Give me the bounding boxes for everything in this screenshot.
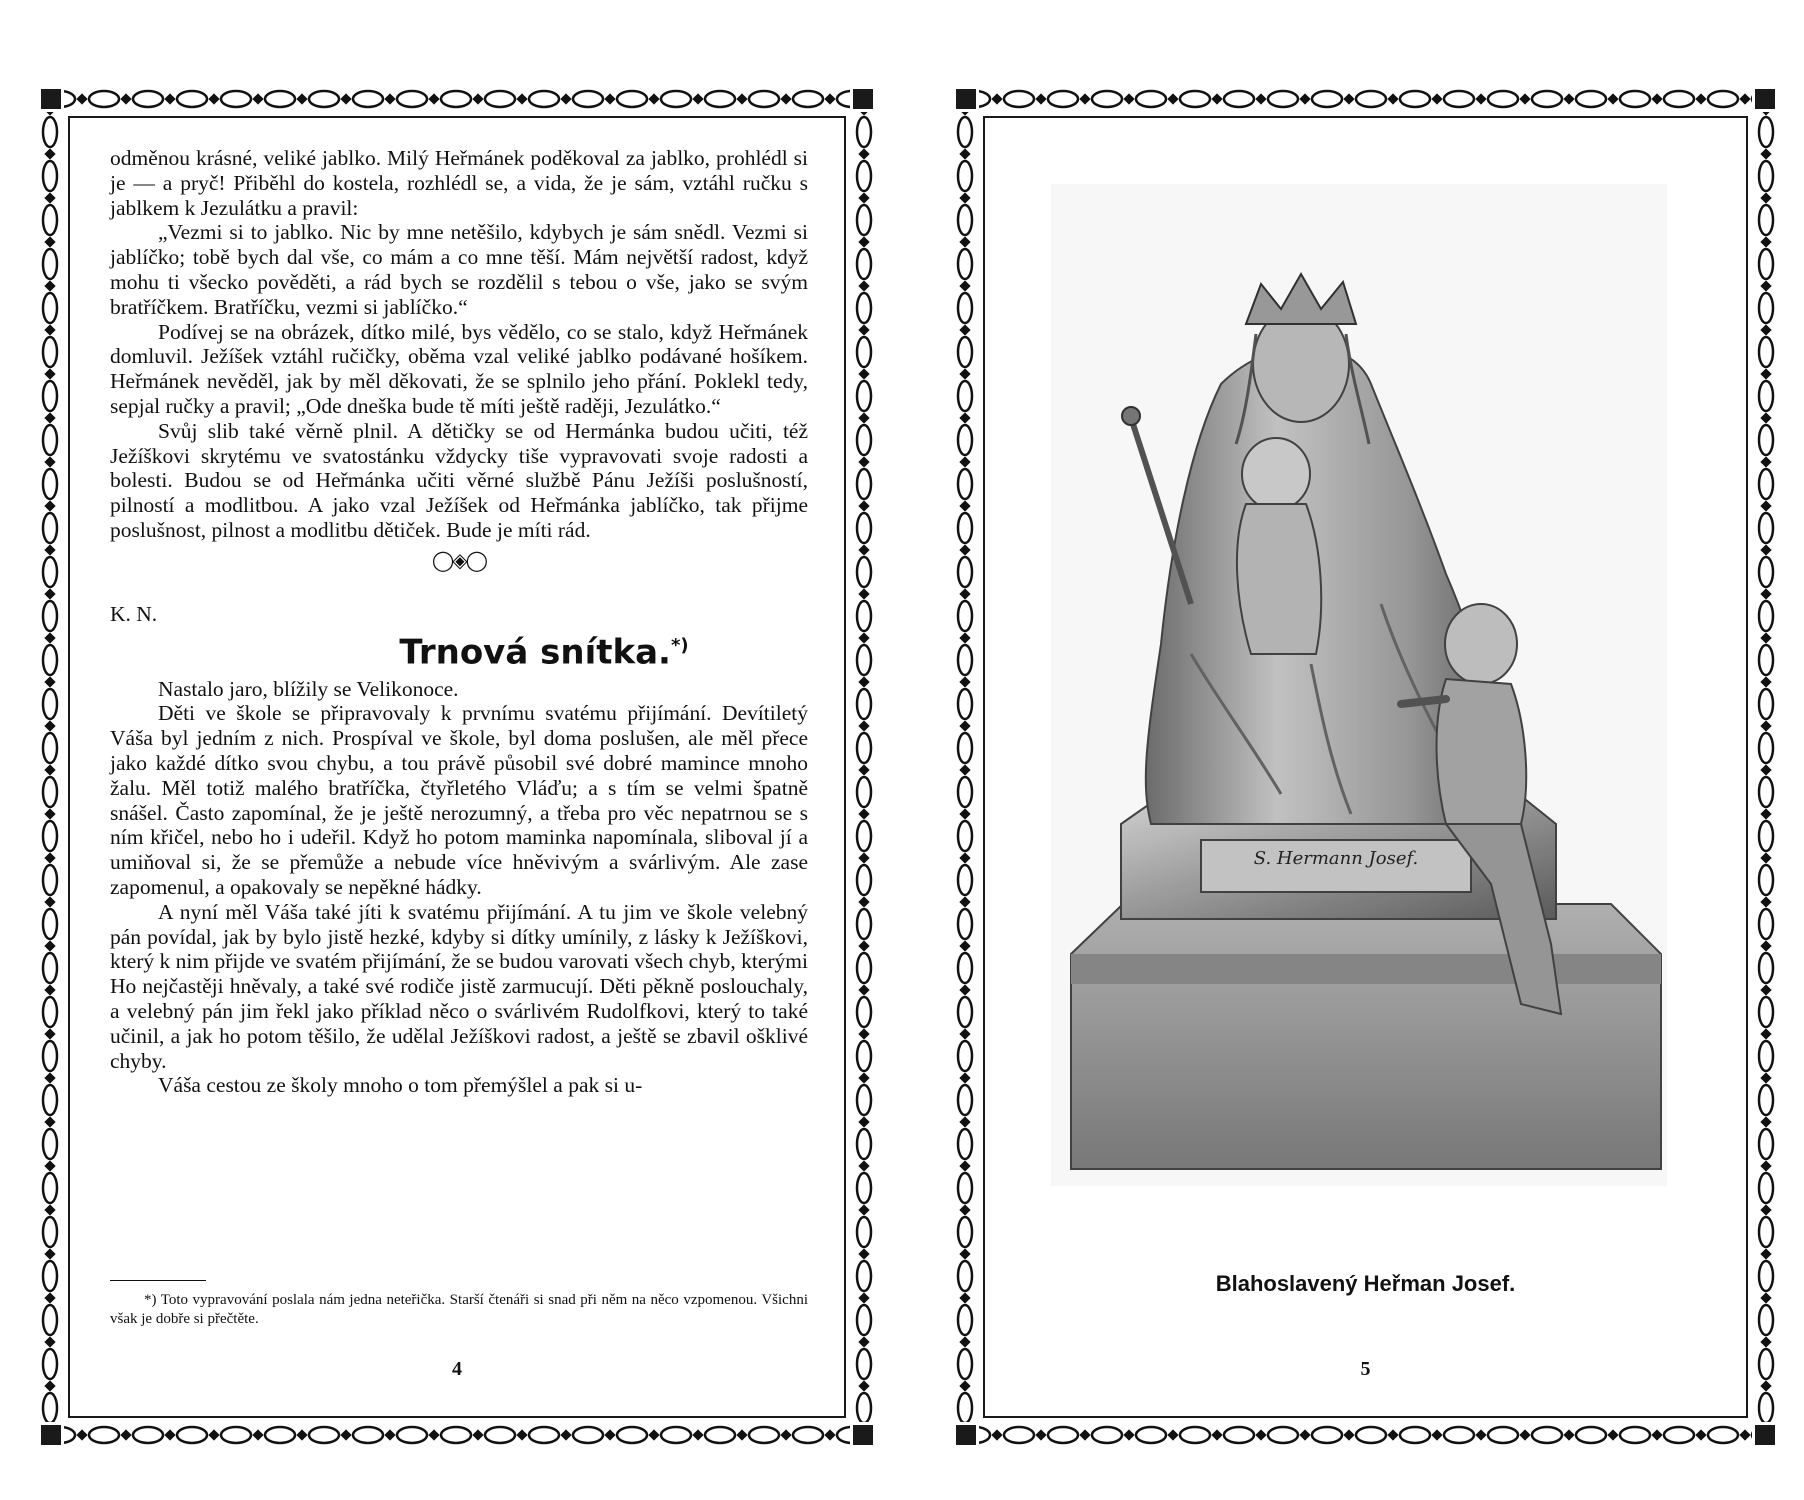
paragraph: Podívej se na obrázek, dítko milé, bys vědělo, co se stalo, když Heřmánek domluvil. Ježíšek vztáhl ručičky, oběma vzal veliké jablko podávané hošíkem. Heřmánek nevěděl, jak by měl děkovati, že se splnilo jeho přání. Poklekl tedy, sepjal ručky a pravil; „Ode dneška bude tě míti ještě raději, Jezulátko.“ <box>110 319 808 418</box>
statue-photograph <box>1051 184 1667 1186</box>
right-ornament-border <box>852 110 876 1424</box>
right-page <box>953 86 1778 1448</box>
photo-caption: Blahoslavený Heřman Josef. <box>1215 1271 1516 1296</box>
paragraph: odměnou krásné, veliké jablko. Milý Heřmánek poděkoval za jablko, prohlédl si je — a pryč! Přiběhl do kostela, rozhlédl se, a vida, že je sám, vztáhl ručku s jablkem k Jezulátku a pravil: <box>110 146 808 220</box>
corner-ornament <box>850 86 876 112</box>
top-ornament-border <box>953 86 1778 112</box>
top-ornament-border <box>38 86 876 112</box>
footnote-rule <box>110 1280 206 1281</box>
corner-ornament <box>38 1422 64 1448</box>
right-ornament-border <box>1754 110 1778 1424</box>
page-number: 5 <box>1360 1358 1371 1380</box>
section-ornament: ◯◈◯ <box>431 549 487 572</box>
page-number: 4 <box>452 1358 462 1380</box>
corner-ornament <box>38 86 64 112</box>
footnote <box>110 1291 808 1329</box>
paragraph: Nastalo jaro, blížily se Velikonoce. <box>158 676 459 701</box>
story-title <box>280 626 808 672</box>
bottom-ornament-border <box>38 1422 876 1448</box>
paragraph: A nyní měl Váša také jíti k svatému přijímání. A tu jim ve škole velebný pán povídal, jak by bylo jistě hezké, kdyby si dítky umínily, z lásky k Ježíškovi, který k nim přijde ve svatém přijímání, že se budou varovati všech chyb, kterými Ho nejčastěji hněvaly, a také své rodiče jistě zarmucují. Děti pěkně poslouchaly, a velebný pán jim řekl jako příklad něco o svárlivém Rudolfkovi, který to také učinil, a jak ho potom těšilo, že udělal Ježíškovi radost, a ještě se zbavil ošklivé chyby. <box>110 899 808 1073</box>
corner-ornament <box>1752 1422 1778 1448</box>
footnote-text: *) Toto vypravování poslala nám jedna neteřička. Starší čtenáři si snad při něm na něco vzpomenou. Všichni však je dobře si přečtěte. <box>110 1292 808 1327</box>
pedestal-inscription: S. Hermann Josef. <box>1253 848 1419 869</box>
story-title-text: Trnová snítka. <box>399 632 671 673</box>
author-initials: K. N. <box>110 601 158 626</box>
corner-ornament <box>953 86 979 112</box>
left-ornament-border <box>953 110 977 1424</box>
bottom-ornament-border <box>953 1422 1778 1448</box>
article-text <box>110 146 808 1098</box>
paragraph: „Vezmi si to jablko. Nic by mne netěšilo, kdybych je sám snědl. Vezmi si jablíčko; tobě bych dal vše, co mám a co mne těší. Mám největší radost, když mohu ti všecko pověděti, a rád bych se rozdělil s tebou o vše, jako se svým bratříčkem. Bratříčku, vezmi si jablíčko.“ <box>110 220 808 319</box>
paragraph: Děti ve škole se připravovaly k prvnímu svatému přijímání. Devítiletý Váša byl jedním z nich. Prospíval ve škole, byl doma poslušen, ale měl přece jako každé dítko svou chybu, a tou právě působil své dobré mamince mnoho žalu. Měl totiž malého bratříčka, čtyřletého Vláďu; a s tím se velmi špatně snášel. Často zapomínal, že je ještě nerozumný, a třeba pro věc nepatrnou se s ním křičel, nebo ho i udeřil. Když ho potom maminka napomínala, sliboval jí a umiňoval si, že se přemůže a nebude více hněvivým a svárlivým. Ale zase zapomenul, a opakovaly se nepěkné hádky. <box>110 701 808 900</box>
corner-ornament <box>953 1422 979 1448</box>
footnote-marker: *) <box>670 635 689 657</box>
left-ornament-border <box>38 110 62 1424</box>
paragraph: Váša cestou ze školy mnoho o tom přemýšlel a pak si u- <box>158 1073 643 1098</box>
paragraph: Svůj slib také věrně plnil. A dětičky se od Hermánka budou učiti, též Ježíškovi skrytému ve svatostánku vždycky tiše vypravovati svoje radosti a bolesti. Budou se od Heřmánka učiti věrné službě Pánu Ježíši poslušností, pilností a modlitbou. A jako vzal Ježíšek od Heřmánka jablíčko, tak přijme poslušnost, pilnost a modlitbu dětiček. Bude je míti rád. <box>110 418 808 542</box>
corner-ornament <box>850 1422 876 1448</box>
corner-ornament <box>1752 86 1778 112</box>
left-page <box>38 86 876 1448</box>
